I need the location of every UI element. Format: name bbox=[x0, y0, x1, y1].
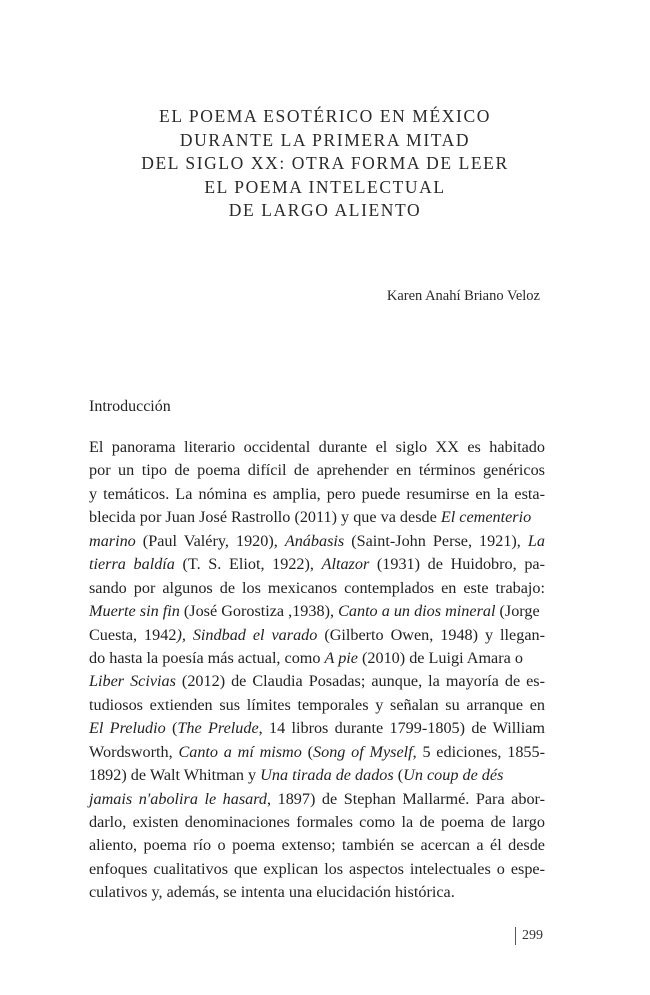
text-run: (2012) de Claudia Posadas; aunque, la mayoría de es- bbox=[175, 672, 545, 691]
italic-text: A pie bbox=[324, 648, 358, 667]
italic-text: The Prelude bbox=[177, 719, 259, 738]
italic-text: Anábasis bbox=[284, 531, 345, 550]
text-run: (Gilberto Owen, 1948) y llegan- bbox=[317, 625, 545, 644]
text-run: 1892) de Walt Whitman y bbox=[89, 766, 261, 785]
text-line bbox=[89, 530, 545, 553]
italic-text: Canto a un dios mineral bbox=[338, 602, 496, 621]
text-line bbox=[89, 459, 545, 482]
text-run: (José Gorostiza ,1938), bbox=[179, 602, 339, 621]
text-run: aliento, poema río o poema extenso; también se acercan a él desde bbox=[89, 836, 545, 855]
text-run: (2010) de Luigi Amara o bbox=[357, 648, 523, 667]
italic-text: Una tirada de dados bbox=[260, 766, 394, 785]
text-line bbox=[89, 436, 545, 459]
text-run: culativos y, además, se intenta una elucidación histórica. bbox=[89, 883, 455, 902]
text-run: , 14 libros durante 1799-1805) de William bbox=[258, 719, 545, 738]
text-line bbox=[89, 483, 545, 506]
text-run: enfoques cualitativos que explican los aspectos intelectuales o espe- bbox=[89, 859, 545, 878]
italic-text: El cementerio bbox=[440, 508, 532, 527]
italic-text: La bbox=[527, 531, 545, 550]
author-name: Karen Anahí Briano Veloz bbox=[386, 288, 540, 304]
italic-text: tierra baldía bbox=[89, 555, 175, 574]
text-line bbox=[89, 858, 545, 881]
italic-text: ), Sindbad el varado bbox=[176, 625, 318, 644]
italic-text: Altazor bbox=[321, 555, 370, 574]
title-line: EL POEMA INTELECTUAL bbox=[204, 176, 446, 197]
italic-text: Liber Scivias bbox=[89, 672, 176, 691]
text-line bbox=[89, 811, 545, 834]
text-line bbox=[89, 624, 545, 647]
text-run: , 5 ediciones, 1855- bbox=[412, 742, 545, 761]
text-line bbox=[89, 694, 545, 717]
body-paragraph bbox=[89, 436, 545, 905]
text-line bbox=[89, 670, 545, 693]
italic-text: Un coup de dés bbox=[403, 766, 504, 785]
text-run: ( bbox=[165, 719, 178, 738]
text-line bbox=[89, 506, 545, 529]
text-run: ( bbox=[301, 742, 313, 761]
text-line bbox=[89, 600, 545, 623]
title-line: DURANTE LA PRIMERA MITAD bbox=[179, 129, 471, 150]
text-run: sando por algunos de los mexicanos contemplados en este trabajo: bbox=[89, 578, 545, 597]
text-run: do hasta la poesía más actual, como bbox=[89, 648, 325, 667]
text-line bbox=[89, 647, 545, 670]
text-line bbox=[89, 717, 545, 740]
text-run: ( bbox=[393, 766, 404, 785]
text-run: (Paul Valéry, 1920), bbox=[135, 531, 285, 550]
text-run: (T. S. Eliot, 1922), bbox=[174, 555, 322, 574]
section-heading: Introducción bbox=[89, 398, 171, 415]
italic-text: marino bbox=[89, 531, 136, 550]
text-line bbox=[89, 881, 545, 904]
text-run: blecida por Juan José Rastrollo (2011) y que va desde bbox=[89, 508, 441, 527]
text-run: darlo, existen denominaciones formales como la de poema de largo bbox=[89, 813, 545, 831]
text-line bbox=[89, 788, 545, 811]
text-run: El panorama literario occidental durante el siglo XX es habitado bbox=[89, 438, 545, 456]
title-line: DEL SIGLO XX: OTRA FORMA DE LEER bbox=[141, 153, 509, 173]
article-title bbox=[90, 105, 560, 223]
text-line bbox=[89, 764, 545, 787]
title-line: EL POEMA ESOTÉRICO EN MÉXICO bbox=[159, 106, 491, 126]
page-number: 299 bbox=[515, 927, 543, 945]
text-run: (Jorge bbox=[495, 602, 540, 621]
text-run: Cuesta, 1942 bbox=[89, 625, 177, 644]
italic-text: jamais n'abolira le hasard bbox=[89, 789, 268, 808]
text-run: tudiosos extienden sus límites temporales y señalan su arranque en bbox=[89, 695, 545, 714]
text-line bbox=[89, 577, 545, 600]
italic-text: Song of Myself bbox=[313, 742, 413, 761]
text-run: (Saint-John Perse, 1921), bbox=[344, 531, 528, 550]
italic-text: Canto a mí mismo bbox=[178, 742, 302, 761]
text-run: (1931) de Huidobro, pa- bbox=[369, 555, 545, 574]
italic-text: El Preludio bbox=[89, 719, 166, 738]
text-run: por un tipo de poema difícil de aprehender en términos genéricos bbox=[89, 461, 545, 480]
title-line: DE LARGO ALIENTO bbox=[228, 200, 422, 220]
text-run: Wordsworth, bbox=[89, 742, 179, 761]
text-line bbox=[89, 741, 545, 764]
italic-text: Muerte sin fin bbox=[89, 602, 180, 621]
text-line bbox=[89, 834, 545, 857]
text-line bbox=[89, 553, 545, 576]
text-run: y temáticos. La nómina es amplia, pero puede resumirse en la esta- bbox=[89, 484, 545, 503]
text-run: , 1897) de Stephan Mallarmé. Para abor- bbox=[267, 789, 545, 808]
